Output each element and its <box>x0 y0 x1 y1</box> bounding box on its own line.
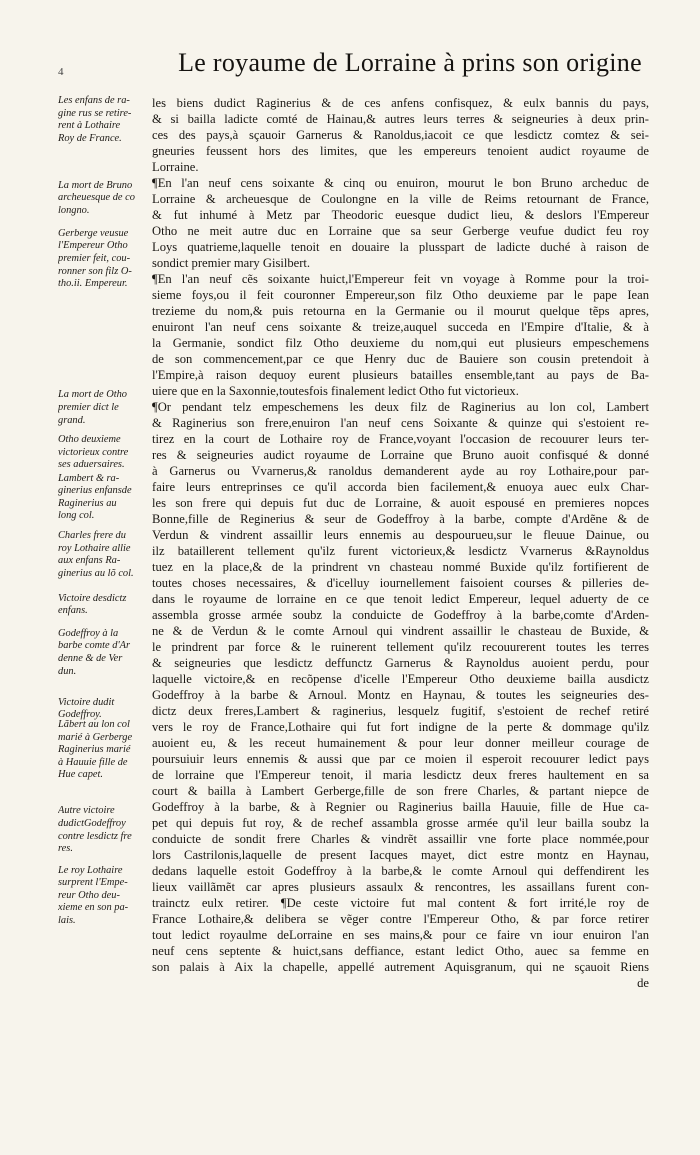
text-line: dans le royaume de lorraine en ce que tenoit ledict Empereur, lequel aduerty de ce <box>152 592 649 606</box>
marginal-note-line: Raginerius marié <box>58 744 131 756</box>
text-line: vers le roy de France,Lothaire qui fut fort indigne de la perte & dommage qu'ilz <box>152 720 649 734</box>
text-line: & seigneuries que lesdictz deffunctz Garnerus & Raynoldus auoient perdu, pour <box>152 656 649 670</box>
text-line: Verdun & vindrent assaillir leurs ennemis au despourueu,sur le fleuue Dainue, ou <box>152 528 649 542</box>
marginal-note-line: victorieux contre <box>58 446 129 458</box>
marginal-note-line: Victoire dudit <box>58 696 115 708</box>
marginal-note-line: xieme en son pa- <box>58 902 129 914</box>
marginal-note-line: Les enfans de ra- <box>58 95 130 106</box>
text-line: laquelle victoire,& en recõpense d'icelle l'Empereur Otho deuxieme bailla ausdictz <box>152 672 649 686</box>
marginal-note-line: reur Otho deu- <box>58 889 120 901</box>
text-line: ¶Or pendant telz empeschemens les deux filz de Raginerius au lon col, Lambert <box>152 400 649 414</box>
marginal-note-line: La mort de Bruno <box>58 179 133 191</box>
text-line: trainctz eulx retirer. ¶De ceste victoire fut mal content & fort irrité,le roy de <box>152 896 649 910</box>
marginal-note-line: La mort de Otho <box>58 389 127 401</box>
text-line: de son commencement,par ce que Henry duc de Bauiere son cousin pretendoit à <box>152 352 649 366</box>
marginal-note-line: contre lesdictz fre <box>58 830 132 842</box>
marginal-note-line: Lambert & ra- <box>58 472 120 484</box>
text-line: les biens dudict Raginerius & de ces anfens confisquez, & eulx bannis du pays, <box>152 96 649 110</box>
marginal-note <box>58 180 150 218</box>
marginal-note-line: enfans. <box>58 605 88 617</box>
text-line: tirez en la court de Lothaire roy de France,voyant l'occasion de recouurer leurs ter- <box>152 432 649 446</box>
marginal-note-line: surprent l'Empe- <box>58 877 128 889</box>
text-line: ¶En l'an neuf cens soixante & cinq ou enuiron, mourut le bon Bruno archeduc de <box>152 176 649 190</box>
marginal-note-line: ginerius au lõ col. <box>58 567 134 579</box>
text-line: ilz bataillerent tellement qu'ilz furent victorieux,& lesdictz Vvarnerus &Raynoldus <box>152 544 649 558</box>
text-line: Otho ne meit autre duc en Lorraine que sa seur Gerberge veufue dudict feu roy <box>152 224 649 238</box>
marginal-note-line: res. <box>58 843 73 855</box>
marginal-note <box>58 865 150 928</box>
marginal-note <box>58 697 150 722</box>
marginal-note-line: ginerius enfansde <box>58 485 132 497</box>
marginal-note-line: Lãbert au lon col <box>58 719 130 730</box>
marginal-note-line: l'Empereur Otho <box>58 240 128 252</box>
marginal-note-line: Otho deuxieme <box>58 434 121 446</box>
text-line: pet qui depuis fut roy, & de rechef assambla grosse armée qu'il leur bailla soubz la <box>152 816 649 830</box>
marginal-note-line: long col. <box>58 510 95 522</box>
marginal-note-line: gine rus se retire- <box>58 107 132 119</box>
text-line: les son frere qui depuis fut duc de Lorraine, & auoit espousé en premieres nopces <box>152 496 649 510</box>
text-line: faire leurs entreprinses ce qu'il accorda bien facilement,& enuoya auec eulx Char- <box>152 480 649 494</box>
marginal-note-line: roy Lothaire allie <box>58 542 131 554</box>
marginal-note-line: longno. <box>58 204 90 216</box>
text-line: res & seigneuries audict royaume de Lorraine que Bruno auoit confisqué & donné <box>152 448 649 462</box>
folio-number: 4 <box>58 66 64 78</box>
marginal-note-line: Godeffroy à la <box>58 627 119 639</box>
marginal-note-line: tho.ii. Empereur. <box>58 278 128 290</box>
text-line: enuiront l'an neuf cens soixante & treize,auquel succeda en l'Empire d'Italie, & à <box>152 320 649 334</box>
body-text <box>152 95 649 991</box>
text-line: neuf cens septente & huict,sans deffiance, estant ledict Otho, auec sa femme en <box>152 944 649 958</box>
text-line: tout ledict royaulme deLorraine en ses mains,& pour ce faire vn iour enuiron l'an <box>152 928 649 942</box>
marginal-note <box>58 95 150 145</box>
marginal-note-line: premier dict le <box>58 401 119 413</box>
marginal-note <box>58 389 150 427</box>
text-line: Bonne,fille de Reginerius & seur de Godeffroy à la barbe, compte d'Ardẽne & de <box>152 512 649 526</box>
marginal-note-line: dudictGodeffroy <box>58 817 126 829</box>
text-line: Lorraine. <box>152 160 199 174</box>
text-line: & Raginerius son frere,enuiron l'an neuf cens Soixante & quinze qui s'estoient re- <box>152 416 649 430</box>
text-line: dedans laquelle estoit Godeffroy à la barbe,& le comte Arnoul qui deffendirent les <box>152 864 649 878</box>
marginal-note-line: Godeffroy. <box>58 709 102 721</box>
marginal-note-line: Victoire desdictz <box>58 592 127 604</box>
marginal-note-line: grand. <box>58 414 86 426</box>
text-line: à Garnerus ou Vvarnerus,& ranoldus demanderent ayde au roy Lothaire,pour par- <box>152 464 649 478</box>
marginal-note <box>58 628 150 678</box>
marginal-note <box>58 805 150 855</box>
text-line: lors Castrilonis,laquelle de present Iacques mayet, dict estre montz en Haynau, <box>152 848 649 862</box>
text-line: sondict premier mary Gisilbert. <box>152 256 311 270</box>
catchword: de <box>637 976 649 990</box>
text-line: gneuries feussent hors des limites, que les empereurs tenoient audict royaume de <box>152 144 649 158</box>
marginal-note-line: Roy de France. <box>58 132 122 144</box>
text-line: Lorraine & archeuesque de Coulongne en la ville de Reims retournant de France, <box>152 192 649 206</box>
text-line: le prindrent par force & le ruinerent tellement qu'ilz recouurerent toutes les terres <box>152 640 649 654</box>
marginal-note-line: marié à Gerberge <box>58 731 133 743</box>
text-line: poursuiuir leurs ennemis & aussi que par ce moien il esperoit recouurer ledict pays <box>152 752 649 766</box>
text-line: son palais à Aix la chapelle, appellé autrement Aquisgranum, qui ne sçauoit Riens <box>152 960 649 974</box>
text-line: trezieme du nom,& puis retourna en la Germanie ou il mourut quelque tẽps apres, <box>152 304 649 318</box>
marginal-note-line: aux enfans Ra- <box>58 555 121 567</box>
text-line: Godeffroy à la barbe & Arnoul. Montz en Haynau, & toutes les seigneuries des- <box>152 688 649 702</box>
text-line: de lorraine que l'Empereur tenoit, il maria lesdictz deux freres haultement en sa <box>152 768 649 782</box>
marginal-note-line: archeuesque de co <box>58 192 135 204</box>
marginal-note-line: denne & de Ver <box>58 652 123 664</box>
marginal-note-line: Hue capet. <box>58 769 104 781</box>
marginal-note-line: barbe comte d'Ar <box>58 640 131 652</box>
text-line: la Germanie, sondict filz Otho deuxieme du nom,qui eut plusieurs empeschemens <box>152 336 649 350</box>
marginal-note-line: premier feit, cou- <box>58 252 131 264</box>
text-line: uiere que en la Saxonnie,toutesfois finalement ledict Otho fut victorieux. <box>152 384 519 398</box>
marginal-note-line: rent à Lothaire <box>58 120 121 132</box>
marginal-note-line: à Hauuie fille de <box>58 756 128 768</box>
marginal-note <box>58 593 150 618</box>
text-line: assembla grosse armée soubz la conduicte de Godeffroy à la barbe,comte d'Arden- <box>152 608 649 622</box>
marginal-note-line: Charles frere du <box>58 530 126 542</box>
marginal-note <box>58 530 150 580</box>
text-line: ne & de Verdun & le comte Arnoul qui vindrent assaillir le chasteau de Buxide, & <box>152 624 649 638</box>
text-line: l'Empire,à raison dequoy eurent plusieurs batailles ensemble,tant au pays de Ba- <box>152 368 649 382</box>
marginal-note-line: dun. <box>58 665 77 677</box>
marginal-note-line: ronner son filz O- <box>58 265 132 277</box>
marginal-note <box>58 434 150 472</box>
marginal-note <box>58 719 150 782</box>
marginal-note <box>58 228 150 291</box>
text-line: conduicte de sondit frere Charles & vindrẽt assaillir vne forte place nommée,pour <box>152 832 649 846</box>
marginal-note-line: Autre victoire <box>58 805 115 817</box>
text-line: Loys quatrieme,laquelle tenoit en douaire la plusspart de ladicte duché à raison de <box>152 240 649 254</box>
text-line: tuez en la place,& de la prindrent vn chasteau nommé Buxide qu'ilz fortifierent de <box>152 560 649 574</box>
text-line: sieme foys,ou il feit couronner Empereur,son filz Otho deuxieme par le pape Iean <box>152 288 649 302</box>
marginal-note <box>58 473 150 523</box>
text-line: court & bailla à Lambert Gerberge,fille de son frere Charles, & partant niepce de <box>152 784 649 798</box>
text-line: France Lothaire,& delibera se vẽger contre l'Empereur Otho, & par force retirer <box>152 912 649 926</box>
marginal-note-line: Le roy Lothaire <box>58 864 123 876</box>
marginal-note-line: Raginerius au <box>58 497 117 509</box>
text-line: ces des pays,à sçauoir Garnerus & Ranoldus,iacoit ce que lesdictz comtez & sei- <box>152 128 649 142</box>
text-line: & fut inhumé à Metz par Theodoric euesque dudict lieu, & deslors l'Empereur <box>152 208 649 222</box>
text-line: toutes choses necessaires, & d'icelluy iournellement faisoient courses & pilleries de- <box>152 576 649 590</box>
marginal-note-line: Gerberge veusue <box>58 227 129 239</box>
marginal-note-line: lais. <box>58 914 76 926</box>
marginal-note-line: ses aduersaires. <box>58 459 125 471</box>
text-line: dictz deux freres,Lambert & raginerius, lesquelz fugitif, s'estoient de rechef retiré <box>152 704 649 718</box>
text-line: & si bailla ladicte comté de Hainau,& autres leurs terres & seigneuries à deux prin- <box>152 112 649 126</box>
text-line: ¶En l'an neuf cẽs soixante huict,l'Empereur feit vn voyage à Romme pour la troi- <box>152 272 649 286</box>
text-line: Godeffroy à la barbe, & à Regnier ou Raginerius bailla Hauuie, fille de Hue ca- <box>152 800 649 814</box>
text-line: lieux vaillãmẽt car apres plusieurs assaulx & rencontres, les assaillans furent con- <box>152 880 649 894</box>
text-line: auoient eu, & les receut humainement & pour leur donner meilleur courage de <box>152 736 649 750</box>
running-head: Le royaume de Lorraine à prins son origine <box>178 48 642 77</box>
